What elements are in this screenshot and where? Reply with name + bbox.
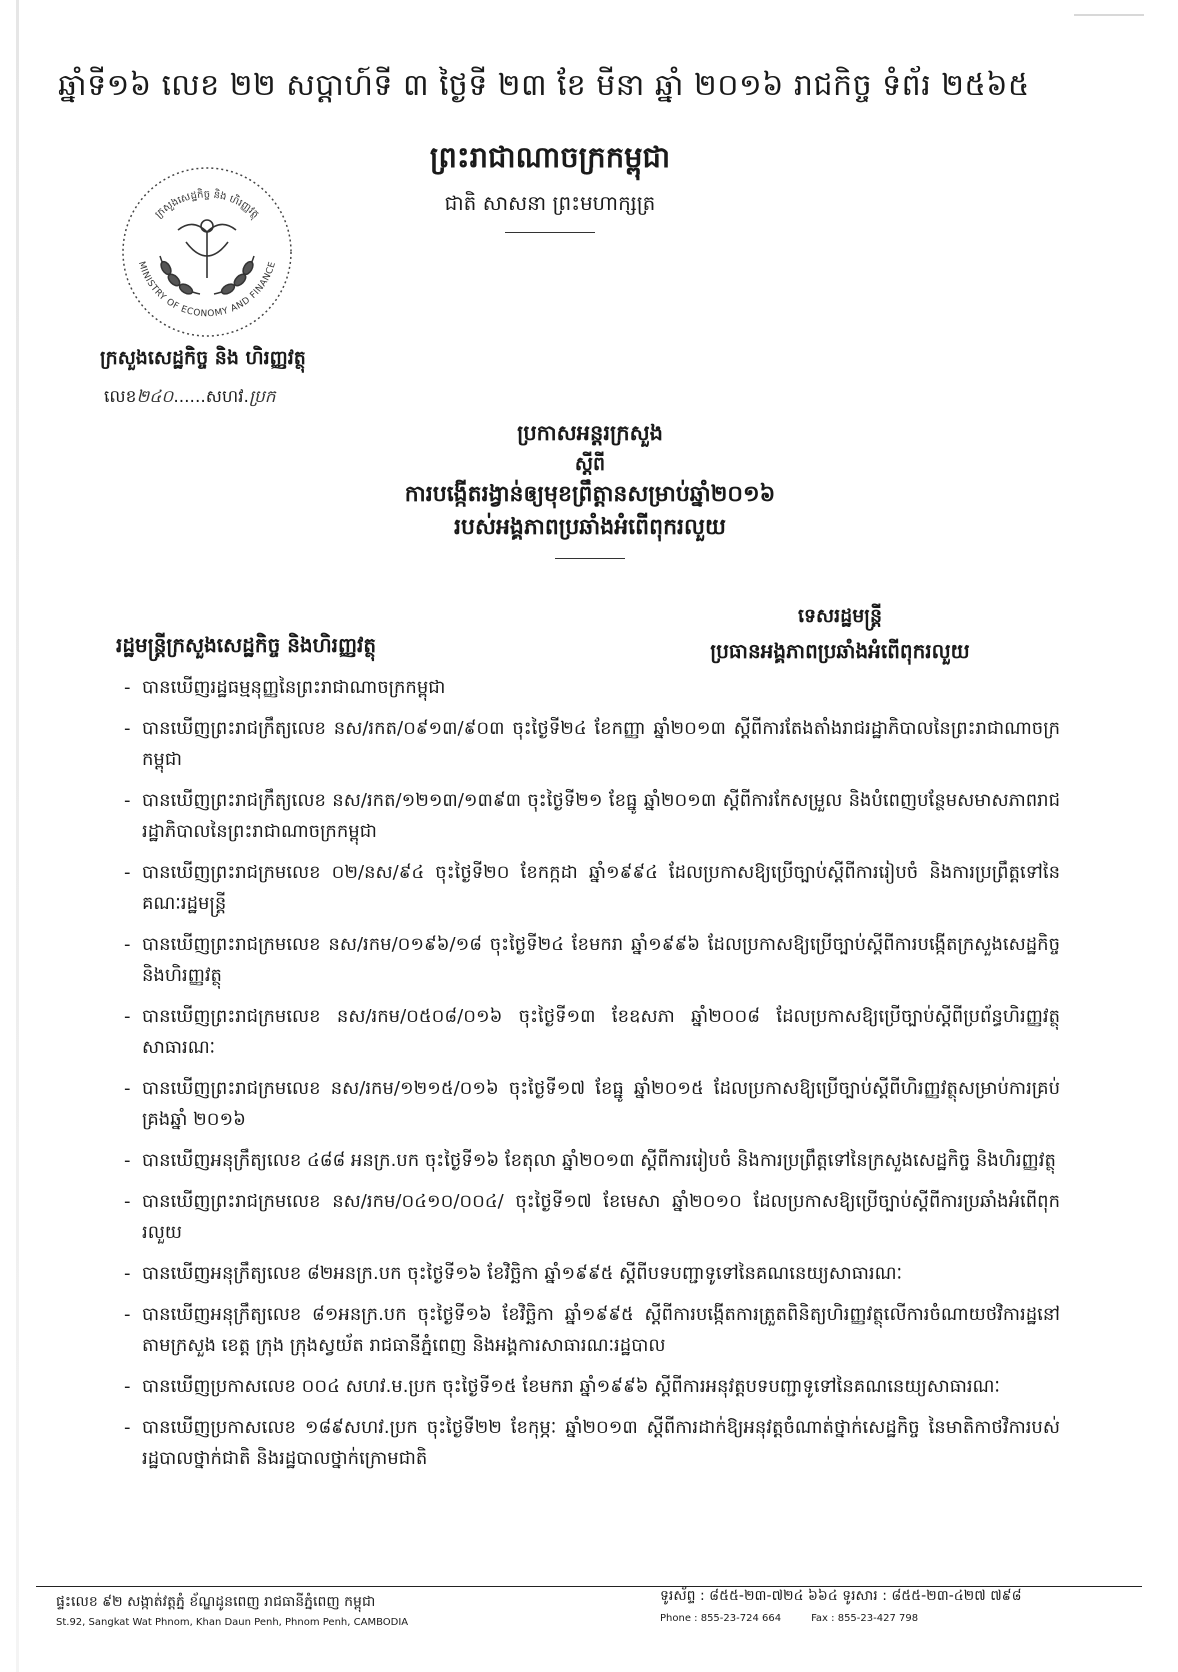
reference-number: លេខ២៤០......សហវ.ប្រក: [104, 387, 276, 407]
footer-address: [56, 1592, 616, 1628]
legal-basis-list: [120, 672, 1060, 1484]
list-item: - បានឃើញប្រកាសលេខ ០០៤ សហវ.ម.ប្រក ចុះថ្ងៃទី១៥ ខែមករា ឆ្នាំ១៩៩៦ ស្តីពីការអនុវត្តបទបញ្ជាទូទៅនៃគណនេយ្យសាធារណៈ: [120, 1371, 1060, 1402]
signatory-minister: រដ្ឋមន្ត្រីក្រសួងសេដ្ឋកិច្ច និងហិរញ្ញវត្ថុ: [116, 633, 377, 657]
list-item: - បានឃើញព្រះរាជក្រមលេខ នស/រកម/០១៩៦/១៨ ចុះថ្ងៃទី២៤ ខែមករា ឆ្នាំ១៩៩៦ ដែលប្រកាសឱ្យប្រើច្បាប់ស្តីពីការបង្កើតក្រសួងសេដ្ឋកិច្ច និងហិរញ្ញវត្ថុ: [120, 929, 1060, 991]
ref-number: ២៤០: [136, 387, 174, 407]
seal-top-text: ក្រសួងសេដ្ឋកិច្ច និង ហិរញ្ញវត្ថុ: [153, 189, 261, 221]
scan-corner-mark: [1074, 14, 1144, 16]
kingdom-name: ព្រះរាជាណាចក្រកម្ពុជា: [429, 140, 671, 174]
document-title: [250, 418, 930, 559]
title-line-4: របស់អង្គភាពប្រឆាំងអំពើពុករលួយ: [454, 515, 726, 540]
signatory-acu-title: ប្រធានអង្គភាពប្រឆាំងអំពើពុករលួយ: [710, 639, 970, 663]
fax-english: Fax : 855-23-427 798: [811, 1613, 919, 1624]
ref-suffix-label: សហវ.: [205, 387, 249, 407]
title-line-3: ការបង្កើតរង្វាន់ឲ្យមុខព្រឹត្តានសម្រាប់ឆ្នាំ២០១៦: [404, 482, 776, 507]
ministry-seal-icon: [118, 160, 296, 338]
list-item: - បានឃើញព្រះរាជក្រមលេខ នស/រកម/១២១៥/០១៦ ចុះថ្ងៃទី១៧ ខែធ្នូ ឆ្នាំ២០១៥ ដែលប្រកាសឱ្យប្រើច្បាប់ស្តីពីហិរញ្ញវត្ថុសម្រាប់ការគ្រប់គ្រងឆ្នាំ ២០១៦: [120, 1073, 1060, 1135]
list-item: - បានឃើញអនុក្រឹត្យលេខ ៨២អនក្រ.បក ចុះថ្ងៃទី១៦ ខែវិច្ឆិកា ឆ្នាំ១៩៩៥ ស្តីពីបទបញ្ជាទូទៅនៃគណនេយ្យសាធារណៈ: [120, 1258, 1060, 1289]
signatory-acu: [640, 604, 1040, 668]
list-item: - បានឃើញរដ្ឋធម្មនុញ្ញនៃព្រះរាជាណាចក្រកម្ពុជា: [120, 672, 1060, 703]
ministry-name: ក្រសួងសេដ្ឋកិច្ច និង ហិរញ្ញវត្ថុ: [100, 347, 306, 369]
garuda-emblem-icon: [178, 220, 236, 278]
address-english: St.92, Sangkat Wat Phnom, Khan Daun Penh, Phnom Penh, CAMBODIA: [56, 1617, 409, 1628]
list-item: - បានឃើញព្រះរាជក្រមលេខ នស/រកម/០៥០៨/០១៦ ចុះថ្ងៃទី១៣ ខែឧសភា ឆ្នាំ២០០៨ ដែលប្រកាសឱ្យប្រើច្បាប់ស្តីពីប្រព័ន្ធហិរញ្ញវត្ថុសាធារណៈ: [120, 1001, 1060, 1063]
title-line-2: ស្តីពី: [574, 452, 606, 475]
list-item: - បានឃើញប្រកាសលេខ ១៨៩សហវ.ប្រក ចុះថ្ងៃទី២២ ខែកុម្ភៈ ឆ្នាំ២០១៣ ស្តីពីការដាក់ឱ្យអនុវត្តចំណាត់ថ្នាក់សេដ្ឋកិច្ច នៃមាតិកាថវិការបស់រដ្ឋបាលថ្នាក់ជាតិ និងរដ្ឋបាលថ្នាក់ក្រោមជាតិ: [120, 1412, 1060, 1474]
contact-english: [660, 1613, 1140, 1624]
kingdom-heading: [380, 140, 720, 233]
seal-bottom-text: MINISTRY OF ECONOMY AND FINANCE: [135, 260, 279, 320]
ref-suffix: ប្រក: [248, 387, 276, 407]
address-khmer: ផ្ទះលេខ ៩២ សង្កាត់វត្តភ្នំ ខ័ណ្ឌដូនពេញ រាជធានីភ្នំពេញ កម្ពុជា: [56, 1594, 376, 1610]
phone-english: Phone : 855-23-724 664: [660, 1613, 782, 1624]
list-item: - បានឃើញព្រះរាជក្រមលេខ នស/រកម/០៤១០/០០៤/ ចុះថ្ងៃទី១៧ ខែមេសា ឆ្នាំ២០១០ ដែលប្រកាសឱ្យប្រើច្បាប់ស្តីពីការប្រឆាំងអំពើពុករលួយ: [120, 1186, 1060, 1248]
signatory-acu-rank: ទេសរដ្ឋមន្ត្រី: [797, 605, 883, 627]
scan-margin-mark: [16, 0, 19, 1672]
list-item: - បានឃើញព្រះរាជក្រឹត្យលេខ នស/រកត/១២១៣/១៣៩៣ ចុះថ្ងៃទី២១ ខែធ្នូ ឆ្នាំ២០១៣ ស្តីពីការកែសម្រួល និងបំពេញបន្ថែមសមាសភាពរាជរដ្ឋាភិបាលនៃព្រះរាជាណាចក្រកម្ពុជា: [120, 785, 1060, 847]
national-motto: ជាតិ សាសនា ព្រះមហាក្សត្រ: [444, 191, 656, 215]
list-item: - បានឃើញព្រះរាជក្រឹត្យលេខ នស/រកត/០៩១៣/៩០៣ ចុះថ្ងៃទី២៤ ខែកញ្ញា ឆ្នាំ២០១៣ ស្តីពីការតែងតាំងរាជរដ្ឋាភិបាលនៃព្រះរាជាណាចក្រកម្ពុជា: [120, 713, 1060, 775]
ornament-divider: [505, 232, 595, 233]
ref-label: លេខ: [104, 387, 137, 407]
list-item: - បានឃើញអនុក្រឹត្យលេខ ៤៨៨ អនក្រ.បក ចុះថ្ងៃទី១៦ ខែតុលា ឆ្នាំ២០១៣ ស្តីពីការរៀបចំ និងការប្រព្រឹត្តទៅនៃក្រសួងសេដ្ឋកិច្ច និងហិរញ្ញវត្ថុ: [120, 1145, 1060, 1176]
title-ornament-divider: [555, 558, 625, 559]
list-item: - បានឃើញព្រះរាជក្រមលេខ ០២/នស/៩៤ ចុះថ្ងៃទី២០ ខែកក្កដា ឆ្នាំ១៩៩៤ ដែលប្រកាសឱ្យប្រើច្បាប់ស្តីពីការរៀបចំ និងការប្រព្រឹត្តទៅនៃគណៈរដ្ឋមន្ត្រី: [120, 857, 1060, 919]
list-item: - បានឃើញអនុក្រឹត្យលេខ ៨១អនក្រ.បក ចុះថ្ងៃទី១៦ ខែវិច្ឆិកា ឆ្នាំ១៩៩៥ ស្តីពីការបង្កើតការត្រួតពិនិត្យហិរញ្ញវត្ថុលើការចំណាយថវិការដ្ឋនៅតាមក្រសួង ខេត្ត ក្រុង ក្រុងស្វយ័ត រាជធានីភ្នំពេញ និងអង្គការសាធារណៈរដ្ឋបាល: [120, 1299, 1060, 1361]
footer-contact: [660, 1586, 1140, 1624]
contact-khmer: ទូរស័ព្ទ : ៨៥៥-២៣-៧២៤ ៦៦៤ ទូរសារ : ៨៥៥-២៣-៤២៧ ៧៩៨: [660, 1588, 1022, 1604]
gazette-header: ឆ្នាំទី១៦ លេខ ២២ សប្តាហ៍ទី ៣ ថ្ងៃទី ២៣ ខែ មីនា ឆ្នាំ ២០១៦ រាជកិច្ច ទំព័រ ២៥៦៥: [58, 68, 1030, 103]
title-line-1: ប្រកាសអន្តរក្រសួង: [517, 421, 663, 445]
